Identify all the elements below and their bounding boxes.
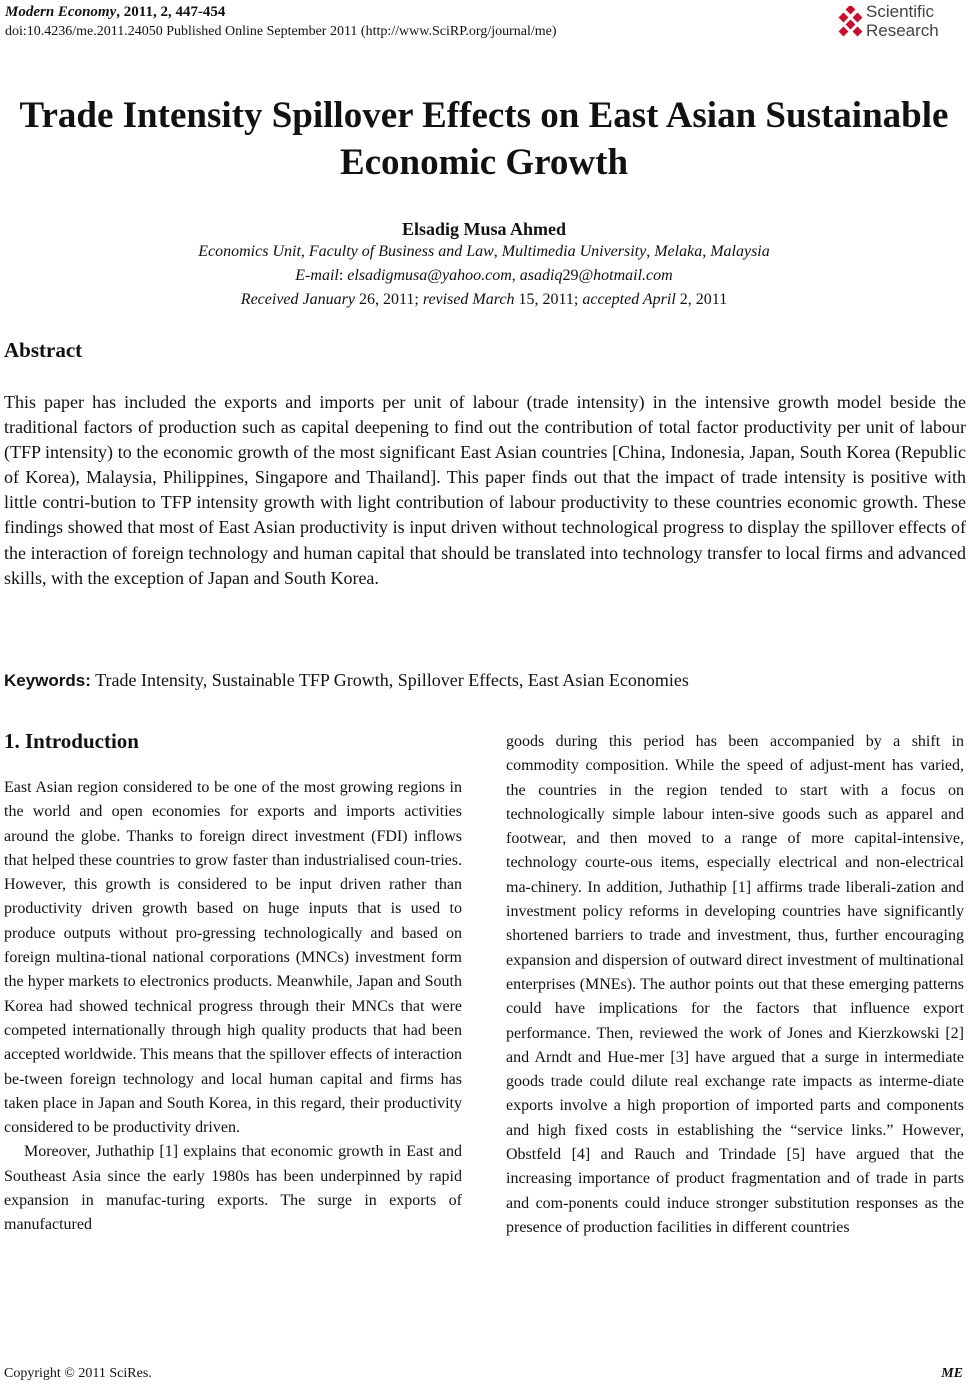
paper-title-line2: Economic Growth — [339, 142, 629, 183]
email-2-part-b: 29 — [562, 267, 579, 284]
logo-text — [866, 2, 939, 40]
abstract-heading: Abstract — [4, 338, 83, 362]
logo-text-line2: Research — [866, 21, 939, 40]
footer-journal-abbr: ME — [941, 1366, 963, 1381]
journal-citation — [5, 3, 225, 21]
keywords-label: Keywords: — [4, 671, 91, 690]
doi-line: doi:10.4236/me.2011.24050 Published Online September 2011 (http://www.SciRP.org/journal/me) — [5, 24, 557, 39]
affiliation-city: Melaka — [654, 243, 703, 260]
email-label: E-mail — [295, 267, 339, 284]
scirp-logo-icon — [838, 6, 864, 40]
dates-line — [0, 290, 968, 310]
publisher-logo — [838, 2, 962, 44]
intro-paragraph-1: East Asian region considered to be one of the most growing regions in the world and open economies for exports and imports activities around the globe. Thanks to foreign direct investment (FDI) inflows that helped these countries to grow faster than industrialised coun-tries. However, this growth is considered to be input driven rather than productivity driven growth based on huge inputs that is used to produce outputs without pro-gressing technologically and based on foreign multina-tional national corporations (MNCs) investment form the hyper markets to electronics products. Meanwhile, Japan and South Korea had showed technical progress through their MNCs that were competed internationally through high quality products that had been accepted worldwide. This means that the spillover effects of interaction be-tween foreign technology and local human capital and firms has taken place in Japan and South Korea, in this regard, their productivity considered to be productivity driven. — [4, 779, 462, 1137]
keywords-line — [4, 668, 689, 693]
affiliation-line: Economics Unit, Faculty of Business and Law, Multimedia University, Melaka, Malaysia — [198, 243, 770, 260]
email-2-part-c: @hotmail.com — [578, 267, 673, 284]
email-2-part-a: asadiq — [519, 267, 563, 284]
accepted-label: accepted April — [582, 291, 676, 308]
journal-name: Modern Economy — [5, 4, 117, 20]
intro-paragraph-continued: goods during this period has been accompanied by a shift in commodity composition. While the speed of adjust-ment has varied, the countries in the region tended to start with a focus on technologically simple labour inten-sive goods such as apparel and footwear, and then moved to a range of more capital-intensive, technology courte-ous items, especially electrical and non-electrical ma-chinery. In addition, Juthathip [1] affirms trade liberali-zation and investment policy reforms in developing countries have significantly shortened barriers to trade and investment, thus, further encouraging expansion and dispersion of outward direct investment of multinational enterprises (MNEs). The author points out that these emerging patterns could have implications for the factors that influence export performance. Then, reviewed the work of Jones and Kierzkowski [2] and Arndt and Hue-mer [3] have argued that a surge in intermediate goods trade could dilute real exchange rate impacts as interme-diate exports involve a high proportion of imported parts and components and high fixed costs in establishing the “service links.” However, Obstfeld [4] and Rauch and Trindade [5] have argued that the increasing importance of product fragmentation and of trade in parts and com-ponents could induce stronger substitution responses as the presence of production facilities in different countries — [506, 733, 964, 1236]
body-column-left — [4, 776, 462, 1238]
body-column-right — [506, 730, 964, 1240]
logo-text-line1: Scientific — [866, 2, 935, 21]
affiliation-country: Malaysia — [710, 243, 770, 260]
journal-volume: , 2011, 2, 447-454 — [116, 4, 226, 20]
received-label: Received January — [240, 291, 355, 308]
author-name: Elsadig Musa Ahmed — [401, 219, 567, 239]
introduction-heading: 1. Introduction — [4, 729, 139, 753]
footer-copyright: Copyright © 2011 SciRes. — [4, 1366, 152, 1381]
email-address-2[interactable] — [520, 267, 673, 284]
received-date: 26, 2011; — [358, 291, 419, 308]
email-address-1[interactable]: elsadigmusa@yahoo.com — [347, 267, 512, 284]
revised-label: revised March — [422, 291, 515, 308]
abstract-text: This paper has included the exports and imports per unit of labour (trade intensity) in the intensive growth model beside the traditional factors of production such as capital deepening to find out the contribution of total factor productivity per unit of labour (TFP intensity) to the economic growth of the most significant East Asian countries [China, Indonesia, Japan, South Korea (Republic of Korea), Malaysia, Philippines, Singapore and Thailand]. This paper finds out that the impact of trade intensity is positive with little contri-bution to TFP intensity growth with light contribution of labour productivity to these countries economic growth. These findings showed that most of East Asian productivity is input driven without technological progress to display the spillover effects of the interaction of foreign technology and human capital that should be translated into technology transfer to local firms and advanced skills, with the exception of Japan and South Korea. — [4, 392, 966, 588]
affiliation-university: Multimedia University — [501, 243, 647, 260]
revised-date: 15, 2011; — [518, 291, 579, 308]
accepted-date: 2, 2011 — [679, 291, 728, 308]
affiliation-unit: Economics Unit — [198, 243, 301, 260]
email-line: E-mail: elsadigmusa@yahoo.com, asadiq29@hotmail.com — [295, 267, 673, 284]
intro-paragraph-2: Moreover, Juthathip [1] explains that economic growth in East and Southeast Asia since the early 1980s has been underpinned by rapid expansion in manufac-turing exports. The surge in exports of manufactured — [4, 1143, 462, 1234]
affiliation-faculty: Faculty of Business and Law — [308, 243, 494, 260]
keywords-text: Trade Intensity, Sustainable TFP Growth, Spillover Effects, East Asian Economies — [95, 670, 689, 690]
paper-title — [0, 92, 968, 186]
paper-title-line1: Trade Intensity Spillover Effects on East Asian Sustainable — [19, 95, 949, 136]
